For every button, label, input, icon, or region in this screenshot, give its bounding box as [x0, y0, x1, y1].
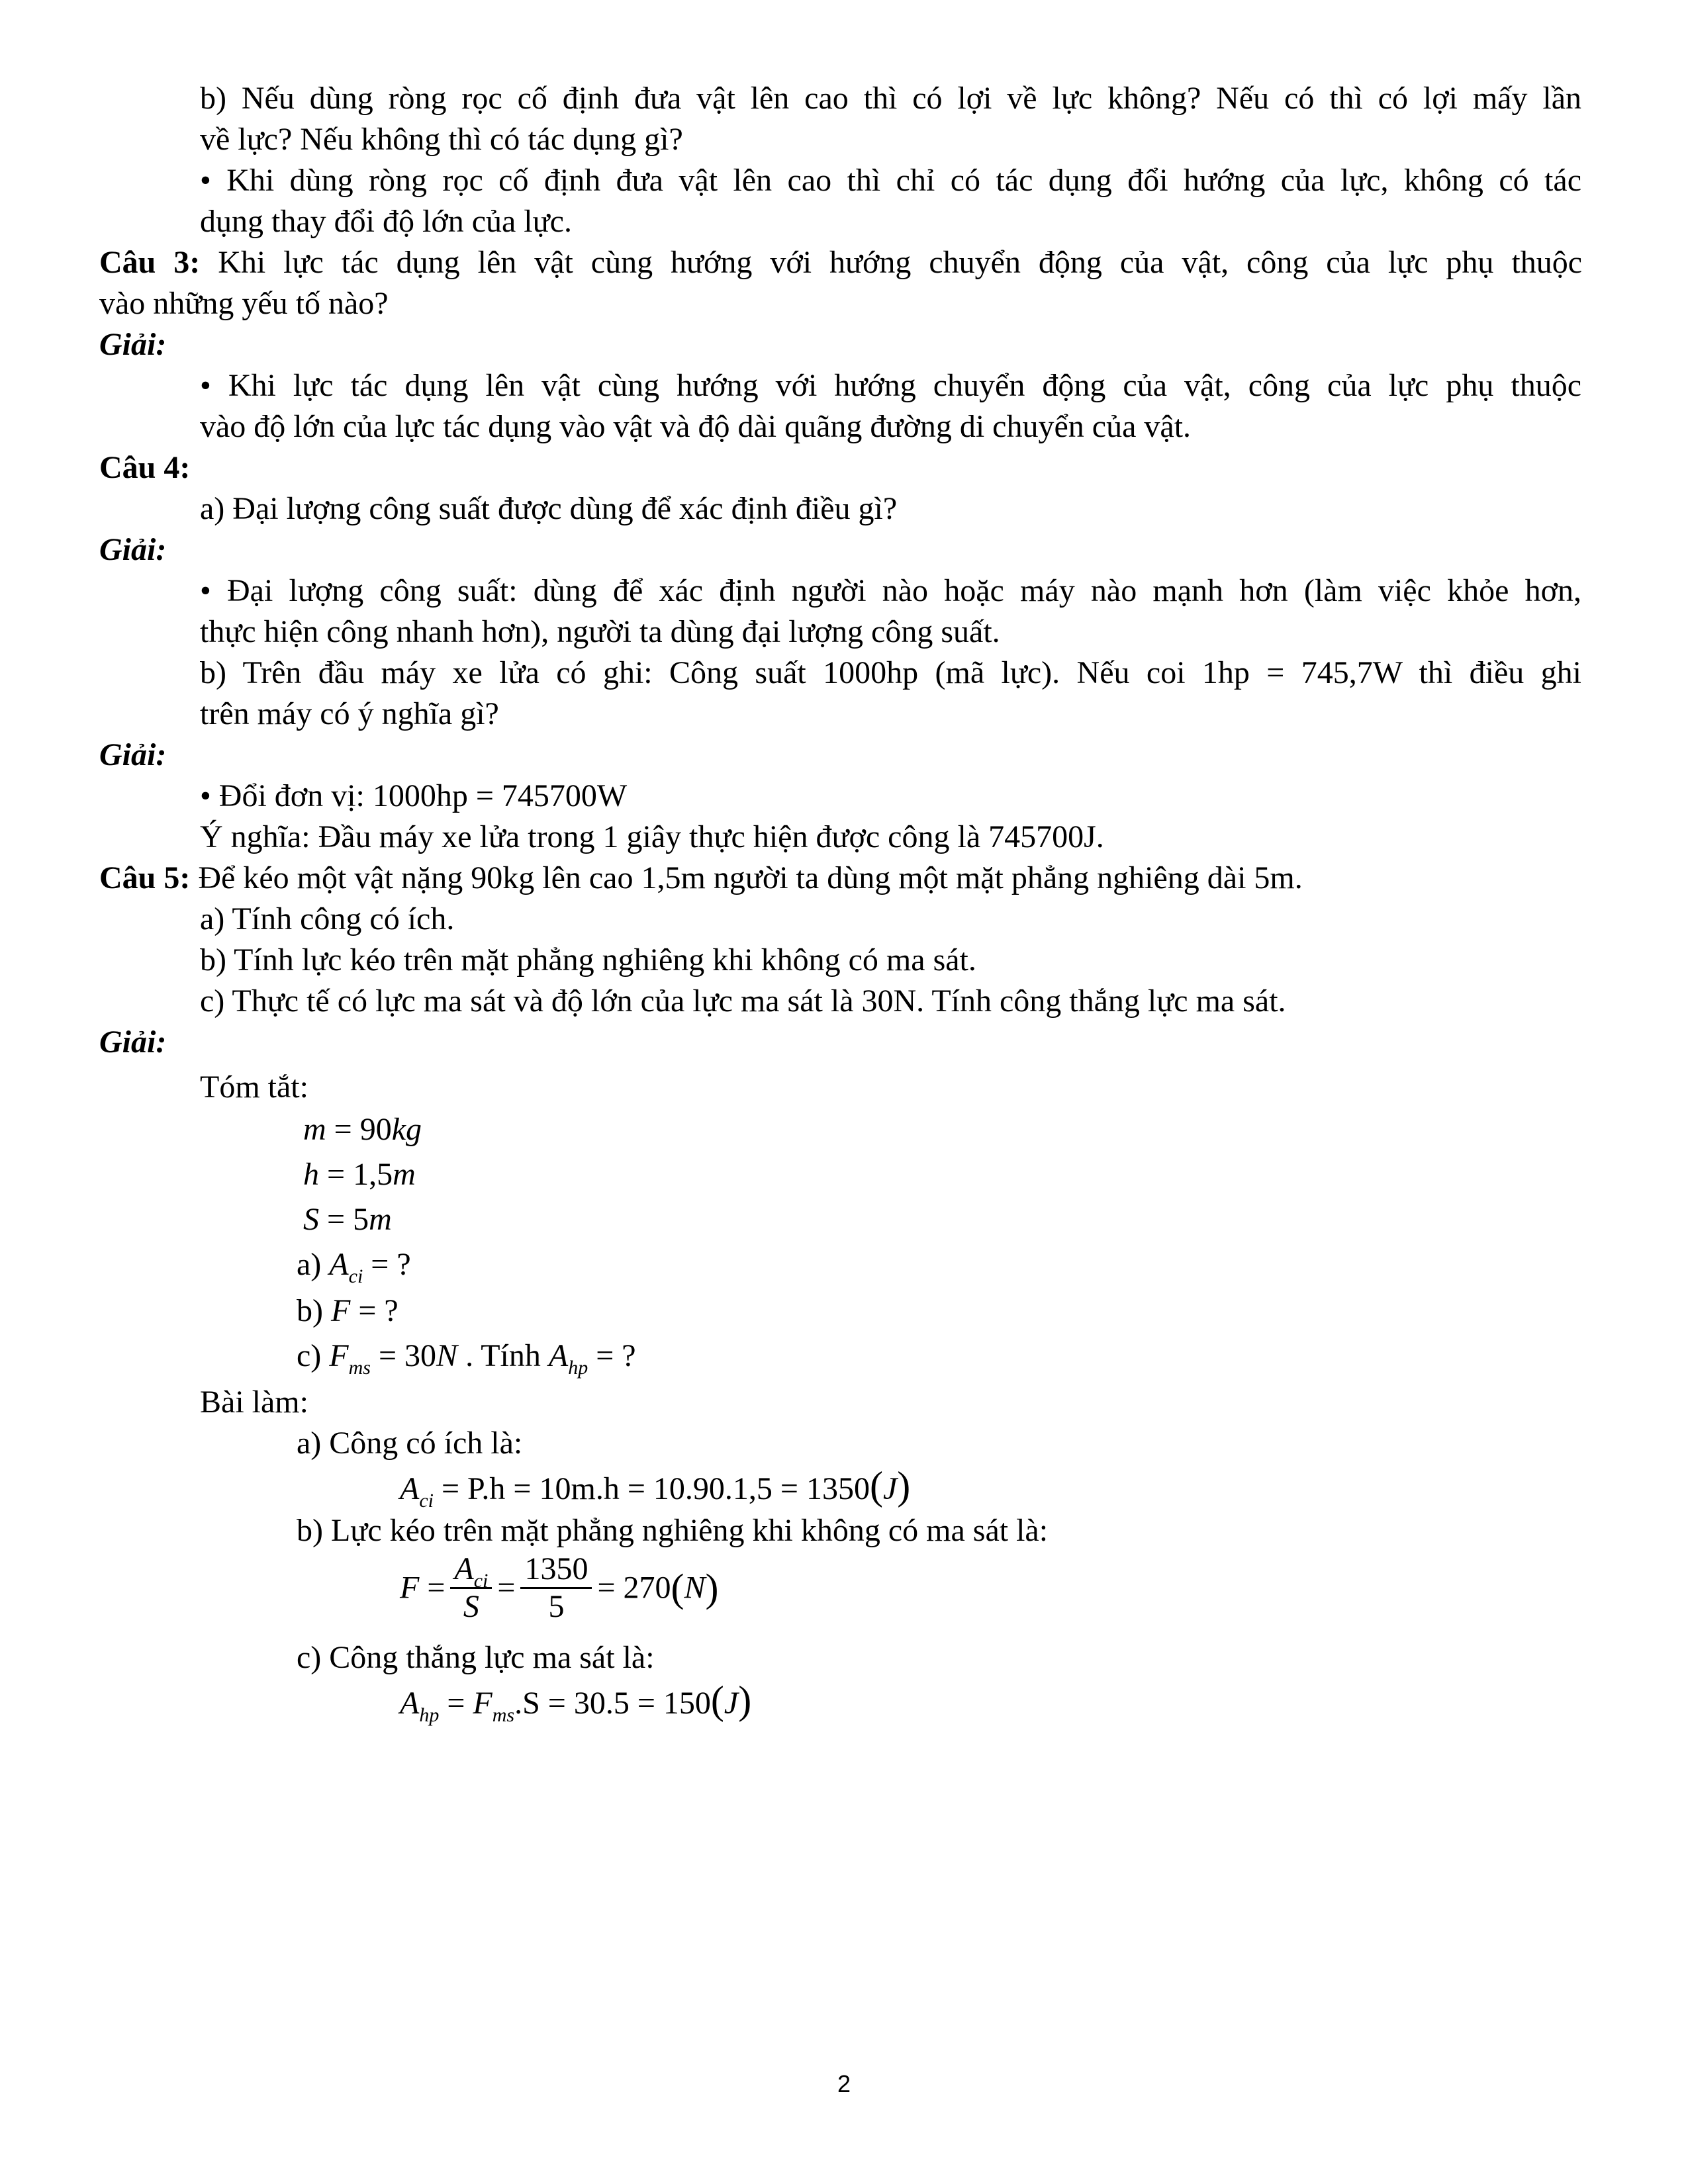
length-variable: S: [303, 1202, 319, 1237]
sol-a-unit: J: [882, 1471, 898, 1506]
find-c-sub: ms: [348, 1357, 371, 1379]
find-c-rest: = ?: [588, 1338, 636, 1373]
sol-b-open-paren: (: [671, 1566, 684, 1610]
sol-a-formula: [400, 1465, 910, 1510]
sol-b-close-paren: ): [705, 1566, 719, 1610]
sol-c-text: c) Công thắng lực ma sát là:: [297, 1640, 655, 1675]
sol-a-lhs-sub: ci: [419, 1490, 434, 1512]
given-height: [303, 1154, 416, 1195]
sol-c-lhs: A: [400, 1686, 420, 1721]
height-unit: m: [393, 1157, 416, 1192]
length-unit: m: [369, 1202, 392, 1237]
given-length: [303, 1199, 392, 1240]
sol-c-close-paren: ): [738, 1678, 752, 1722]
find-a-var: A: [329, 1247, 349, 1282]
length-equals: = 5: [319, 1202, 369, 1237]
q2b-answer-line1: • Khi dùng ròng rọc cố định đưa vật lên cao thì chỉ có tác dụng đổi hướng của lực, không có tác: [200, 163, 1581, 198]
sol-b-text: b) Lực kéo trên mặt phẳng nghiêng khi không có ma sát là:: [297, 1513, 1049, 1548]
find-b: [297, 1291, 399, 1332]
q5-work-label: Bài làm:: [200, 1385, 308, 1420]
q4-part-b-line1: b) Trên đầu máy xe lửa có ghi: Công suất 1000hp (mã lực). Nếu coi 1hp = 745,7W thì điều ghi: [200, 655, 1581, 690]
mass-variable: m: [303, 1112, 326, 1147]
q3-label: Câu 3:: [99, 245, 201, 280]
q3-question-text: Khi lực tác dụng lên vật cùng hướng với hướng chuyển động của vật, công của lực phụ thuộc: [200, 245, 1583, 280]
find-c-mid: . Tính: [457, 1338, 549, 1373]
sol-b-fraction2: [520, 1551, 592, 1625]
find-c-var: F: [329, 1338, 349, 1373]
sol-c-lhs-sub: hp: [419, 1704, 440, 1726]
q3-question-line1: [99, 242, 1582, 283]
find-a: [297, 1244, 411, 1285]
q5-label: Câu 5:: [99, 860, 191, 895]
sol-b-frac1-num-sub: ci: [473, 1570, 489, 1592]
sol-a-lhs: A: [400, 1471, 420, 1506]
find-c-var2: A: [548, 1338, 569, 1373]
q4-answer-a-line1: • Đại lượng công suất: dùng để xác định người nào hoặc máy nào mạnh hơn (làm việc khỏe hơn,: [200, 573, 1581, 608]
sol-a-text: a) Công có ích là:: [297, 1426, 523, 1461]
q5-part-a: a) Tính công có ích.: [200, 901, 455, 936]
sol-a-close-paren: ): [897, 1464, 911, 1508]
q4-label: Câu 4:: [99, 450, 191, 485]
mass-unit: kg: [391, 1112, 422, 1147]
q4-answer-b-line2: Ý nghĩa: Đầu máy xe lửa trong 1 giây thực hiện được công là 745700J.: [200, 819, 1104, 854]
given-mass: [303, 1109, 422, 1150]
sol-b-lhs: F: [400, 1570, 420, 1606]
find-a-prefix: a): [297, 1247, 330, 1282]
sol-b-frac2-den: 5: [548, 1589, 565, 1624]
find-b-prefix: b): [297, 1293, 331, 1328]
q3-question-line2: vào những yếu tố nào?: [99, 286, 389, 321]
find-a-rest: = ?: [363, 1247, 411, 1282]
q5-solution-label: Giải:: [99, 1024, 167, 1060]
sol-b-frac1-num-var: A: [454, 1551, 474, 1586]
q5-part-c: c) Thực tế có lực ma sát và độ lớn của lực ma sát là 30N. Tính công thắng lực ma sát.: [200, 983, 1286, 1019]
sol-b-frac2-num: 1350: [520, 1551, 592, 1589]
q2b-answer-line2: dụng thay đổi độ lớn của lực.: [200, 204, 572, 239]
q4-answer-b-line1: • Đổi đơn vị: 1000hp = 745700W: [200, 778, 628, 813]
q2b-question-line2: về lực? Nếu không thì có tác dụng gì?: [200, 122, 683, 157]
q3-answer-line2: vào độ lớn của lực tác dụng vào vật và độ dài quãng đường di chuyển của vật.: [200, 409, 1192, 444]
q3-solution-label: Giải:: [99, 327, 167, 362]
sol-b-eq2: =: [497, 1570, 516, 1606]
q4-solution-a-label: Giải:: [99, 532, 167, 567]
sol-c-formula: [400, 1680, 751, 1724]
find-a-sub: ci: [348, 1265, 363, 1287]
sol-b-eq1: =: [427, 1570, 445, 1606]
q4-part-b-line2: trên máy có ý nghĩa gì?: [200, 696, 499, 731]
q3-answer-line1: • Khi lực tác dụng lên vật cùng hướng với hướng chuyển động của vật, công của lực phụ thuộc: [200, 368, 1581, 403]
q5-question: [99, 858, 1303, 899]
q4-solution-b-label: Giải:: [99, 737, 167, 772]
q4-part-a: a) Đại lượng công suất được dùng để xác định điều gì?: [200, 491, 898, 526]
page-number: 2: [837, 2070, 851, 2097]
find-c-prefix: c): [297, 1338, 330, 1373]
sol-c-force-sub: ms: [492, 1704, 515, 1726]
q5-question-text: Để kéo một vật nặng 90kg lên cao 1,5m người ta dùng một mặt phẳng nghiêng dài 5m.: [190, 860, 1303, 895]
height-equals: = 1,5: [319, 1157, 393, 1192]
sol-b-frac1-num: [450, 1551, 492, 1592]
sol-b-eq3: = 270: [597, 1570, 671, 1606]
mass-equals: = 90: [326, 1112, 392, 1147]
sol-b-frac1-den: S: [463, 1589, 479, 1624]
sol-a-expr: = P.h = 10m.h = 10.90.1,5 = 1350: [433, 1471, 870, 1506]
q4-answer-a-line2: thực hiện công nhanh hơn), người ta dùng đại lượng công suất.: [200, 614, 1000, 649]
q2b-question-line1: b) Nếu dùng ròng rọc cố định đưa vật lên cao thì có lợi về lực không? Nếu có thì có lợi mấy lần: [200, 81, 1581, 116]
sol-a-open-paren: (: [869, 1464, 883, 1508]
find-c-sub2: hp: [568, 1357, 588, 1379]
sol-c-expr: .S = 30.5 = 150: [514, 1686, 711, 1721]
q5-summary-label: Tóm tắt:: [200, 1069, 308, 1105]
height-variable: h: [303, 1157, 319, 1192]
find-b-var: F: [330, 1293, 351, 1328]
sol-b-unit: N: [684, 1570, 706, 1606]
sol-c-eq: =: [439, 1686, 473, 1721]
find-c-unit: N: [436, 1338, 458, 1373]
sol-c-force: F: [473, 1686, 492, 1721]
find-b-rest: = ?: [350, 1293, 399, 1328]
find-c: [297, 1336, 636, 1377]
sol-c-unit: J: [724, 1686, 739, 1721]
sol-b-fraction1: [450, 1551, 492, 1625]
q5-part-b: b) Tính lực kéo trên mặt phẳng nghiêng khi không có ma sát.: [200, 942, 976, 978]
find-c-eq: = 30: [370, 1338, 437, 1373]
sol-b-formula: [400, 1551, 719, 1625]
sol-c-open-paren: (: [710, 1678, 724, 1722]
